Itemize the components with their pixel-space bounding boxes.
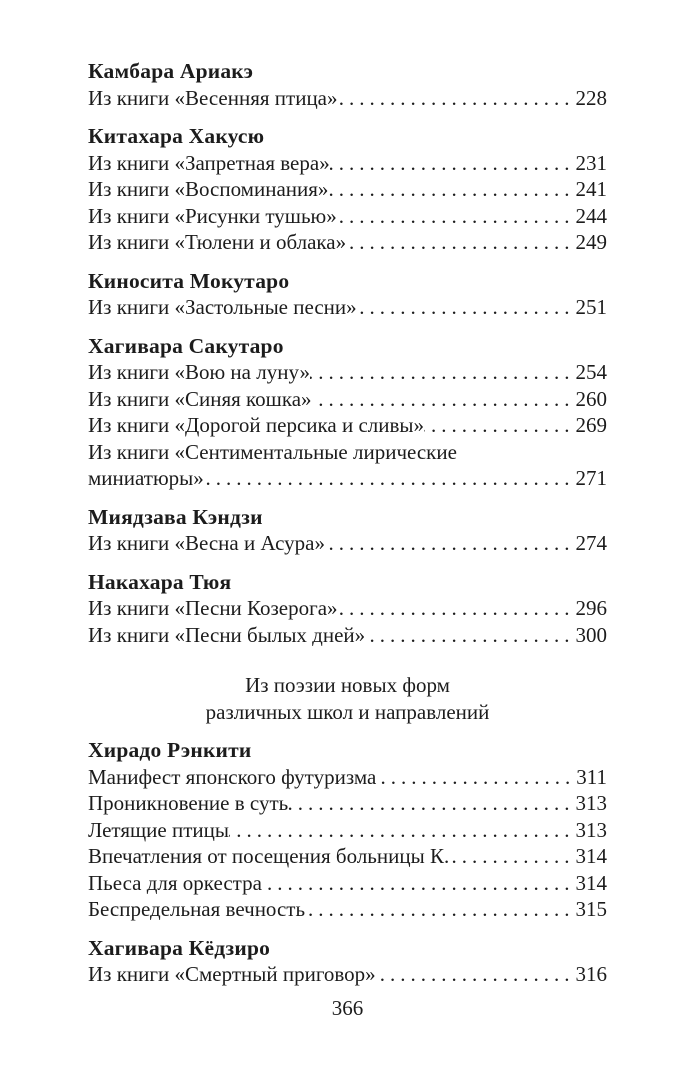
toc-section	[88, 504, 607, 557]
toc-entry	[88, 595, 607, 622]
toc-section	[88, 737, 607, 923]
entry-title: Из книги «Воспоминания»	[88, 177, 329, 201]
entry-page-number: 296	[575, 596, 607, 620]
toc-entry	[88, 465, 607, 492]
toc-entry-twoline	[88, 439, 607, 492]
entry-page-number: 249	[575, 230, 607, 254]
entry-title: Из книги «Песни былых дней»	[88, 622, 366, 647]
dot-leader	[310, 359, 576, 386]
toc-entry	[88, 412, 607, 439]
toc-section	[88, 333, 607, 492]
toc-entry	[88, 176, 607, 203]
entry-page-number: 311	[576, 764, 607, 789]
entry-title: Из книги «Тюлени и облака»	[88, 230, 347, 254]
toc-entry	[88, 843, 607, 870]
toc-section	[88, 58, 607, 111]
author-heading: Хагивара Сакутаро	[88, 333, 284, 358]
entry-title: Из книги «Вою на луну»	[88, 360, 310, 384]
entry-page-number: 274	[575, 531, 607, 555]
entry-page-number: 313	[575, 791, 607, 815]
entry-title: Из книги «Весна и Асура»	[88, 531, 325, 555]
dot-leader	[325, 530, 576, 557]
part-heading-line1: Из поэзии новых форм	[245, 673, 450, 697]
toc-entry	[88, 359, 607, 386]
entry-title: Беспредельная вечность	[88, 897, 306, 921]
toc-section	[88, 123, 607, 256]
entry-title: Из книги «Сентиментальные лирические	[88, 439, 457, 464]
entry-page-number: 316	[575, 962, 607, 986]
author-heading: Хирадо Рэнкити	[88, 738, 252, 762]
toc-entry	[88, 870, 607, 897]
toc-entry	[88, 294, 607, 321]
entry-page-number: 271	[575, 466, 607, 490]
dot-leader	[376, 764, 576, 791]
part-heading-line2: различных школ и направлений	[205, 699, 490, 724]
entry-title: Из книги «Дорогой персика и сливы»	[88, 413, 425, 437]
dot-leader	[312, 386, 576, 413]
dot-leader	[328, 176, 575, 203]
entry-page-number: 315	[575, 897, 607, 921]
entry-title: Из книги «Рисунки тушью»	[88, 203, 337, 228]
entry-page-number: 241	[575, 177, 607, 201]
toc-section	[88, 935, 607, 988]
dot-leader	[305, 896, 575, 923]
dot-leader	[449, 843, 575, 870]
author-heading: Китахара Хакусю	[88, 124, 265, 148]
dot-leader	[288, 790, 575, 817]
toc-entry	[88, 764, 607, 791]
entry-page-number: 313	[575, 817, 607, 842]
entry-title: Из книги «Синяя кошка»	[88, 386, 312, 411]
toc-section	[88, 569, 607, 649]
dot-leader	[338, 85, 576, 112]
toc-entry	[88, 150, 607, 177]
dot-leader	[337, 203, 576, 230]
entry-title: Проникновение в суть	[88, 791, 289, 815]
entry-title: Манифест японского футуризма	[88, 764, 377, 789]
entry-title: Впечатления от посещения больницы К.	[88, 844, 450, 868]
toc-entry	[88, 85, 607, 112]
page-number: 366	[331, 996, 364, 1020]
entry-title: Пьеса для оркестра	[88, 870, 262, 895]
entry-page-number: 231	[575, 150, 607, 175]
entry-page-number: 300	[575, 622, 607, 647]
entry-page-number: 314	[575, 844, 607, 868]
entry-title: Из книги «Застольные песни»	[88, 295, 357, 319]
author-heading: Накахара Тюя	[88, 569, 232, 594]
entry-title: Из книги «Песни Козерога»	[88, 596, 338, 620]
toc-entry	[88, 622, 607, 649]
toc-entry	[88, 817, 607, 844]
entry-page-number: 269	[575, 413, 607, 437]
entry-title: Из книги «Запретная вера»	[88, 150, 330, 175]
entry-title: Из книги «Смертный приговор»	[88, 962, 376, 986]
entry-page-number: 260	[575, 386, 607, 411]
author-heading: Киносита Мокутаро	[88, 268, 290, 293]
author-heading: Хагивара Кёдзиро	[88, 935, 271, 960]
entry-page-number: 254	[575, 360, 607, 384]
dot-leader	[338, 595, 576, 622]
toc-section	[88, 268, 607, 321]
dot-leader	[229, 817, 576, 844]
part-heading	[88, 672, 607, 725]
entry-page-number: 244	[575, 203, 607, 228]
entry-page-number: 251	[575, 295, 607, 319]
toc-entry	[88, 386, 607, 413]
entry-page-number: 228	[575, 85, 607, 110]
toc-entry	[88, 229, 607, 256]
toc-entry	[88, 961, 607, 988]
author-heading: Камбара Ариакэ	[88, 59, 254, 83]
entry-page-number: 314	[575, 870, 607, 895]
dot-leader	[204, 465, 576, 492]
dot-leader	[357, 294, 576, 321]
toc-entry	[88, 790, 607, 817]
dot-leader	[262, 870, 576, 897]
dot-leader	[424, 412, 575, 439]
dot-leader	[376, 961, 576, 988]
entry-title-continuation: миниатюры»	[88, 466, 204, 490]
author-heading: Миядзава Кэндзи	[88, 504, 263, 529]
dot-leader	[365, 622, 575, 649]
entry-title: Из книги «Весенняя птица»	[88, 85, 338, 110]
toc-entry	[88, 896, 607, 923]
entry-title: Летящие птицы	[88, 817, 229, 842]
toc-entry	[88, 203, 607, 230]
dot-leader	[330, 150, 576, 177]
toc-entry	[88, 530, 607, 557]
dot-leader	[346, 229, 575, 256]
